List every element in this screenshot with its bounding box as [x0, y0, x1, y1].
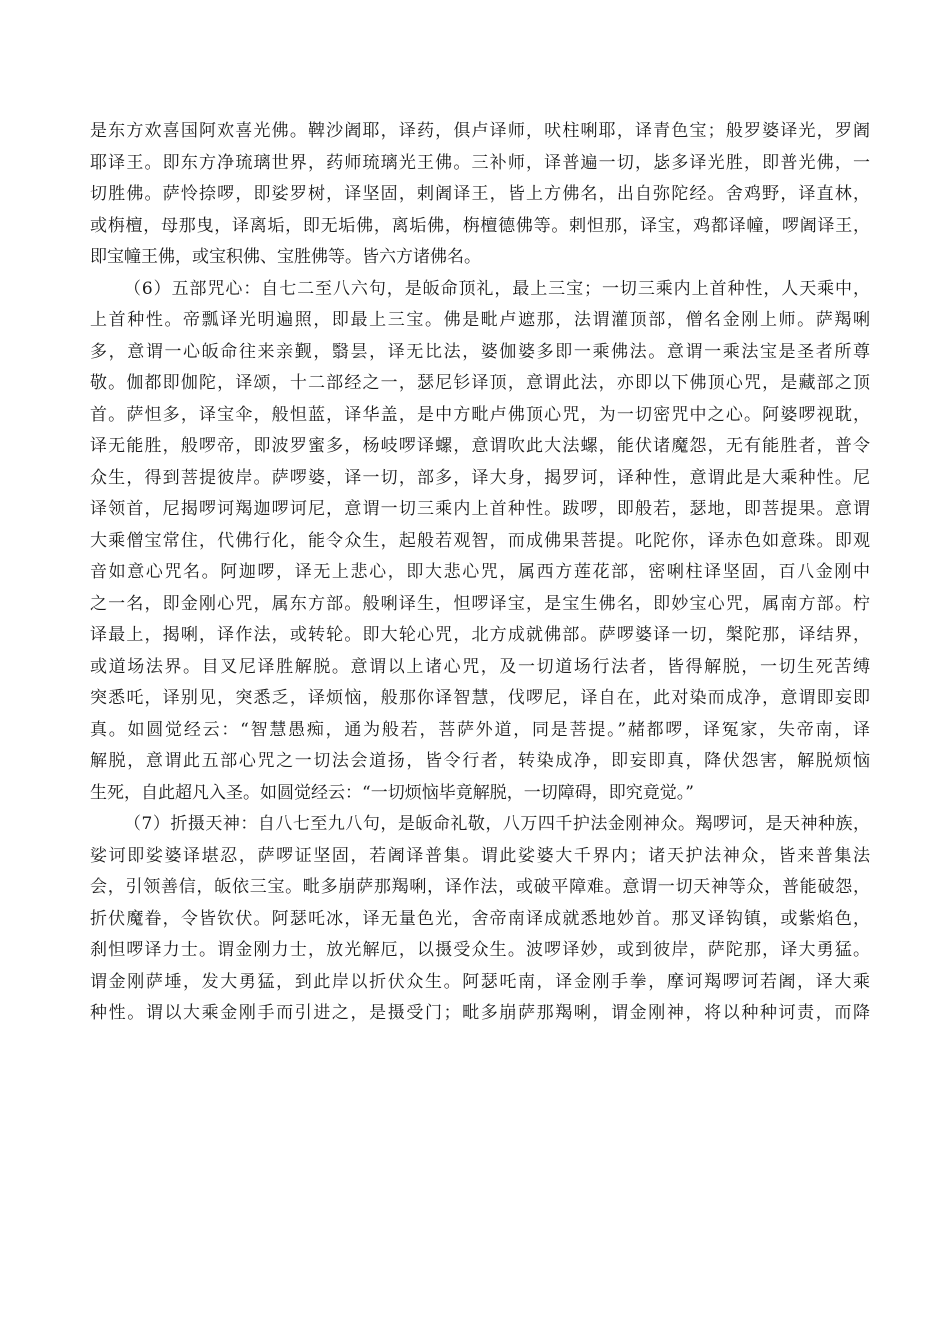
text-line: 切胜佛。萨怜捺啰，即娑罗树，译坚固，剌阇译王，皆上方佛名，出自弥陀经。舍鸡野，译直林，: [90, 184, 870, 204]
text-line: 真。如圆觉经云：“智慧愚痴，通为般若，菩萨外道，同是菩提。”赭都啰，译冤家，失帝南，译: [90, 719, 870, 740]
text-line: 生死，自此超凡入圣。如圆觉经云：“一切烦恼毕竟解脱，一切障碍，即究竟觉。”: [90, 782, 694, 803]
text-line: 上首种性。帝瓢译光明遍照，即最上三宝。佛是毗卢遮那，法谓灌顶部，僧名金刚上师。萨羯唎: [90, 310, 870, 330]
text-line: 突悉吒，译别见，突悉乏，译烦恼，般那你译智慧，伐啰尼，译自在，此对染而成净，意谓即妄即: [90, 688, 870, 708]
text-line: 或栴檀，母那曳，译离垢，即无垢佛，离垢佛，栴檀德佛等。剌怛那，译宝，鸡都译幢，啰阇译王，: [90, 215, 870, 236]
text-line: 折伏魔眷，令皆钦伏。阿瑟吒冰，译无量色光，舍帝南译成就悉地妙首。那叉译钩镇，或紫焰色，: [90, 908, 870, 929]
text-line: 是东方欢喜国阿欢喜光佛。鞞沙阇耶，译药，俱卢译师，吠柱唎耶，译青色宝；般罗婆译光，罗阇: [90, 121, 870, 141]
text-line: 即宝幢王佛，或宝积佛、宝胜佛等。皆六方诸佛名。: [90, 247, 481, 267]
text-line: （6）五部咒心：自七二至八六句，是皈命顶礼，最上三宝；一切三乘内上首种性，人天乘中，: [124, 278, 870, 299]
text-line: 译领首，尼揭啰诃羯迦啰诃尼，意谓一切三乘内上首种性。跋啰，即般若，瑟地，即菩提果。意谓: [90, 499, 870, 519]
text-line: 敬。伽都即伽陀，译颂，十二部经之一，瑟尼钐译顶，意谓此法，亦即以下佛顶心咒，是藏部之顶: [90, 373, 870, 393]
text-line: 谓金刚萨埵，发大勇猛，到此岸以折伏众生。阿瑟吒南，译金刚手拳，摩诃羯啰诃若阇，译大乘: [90, 971, 870, 992]
document-body: [90, 116, 870, 1030]
text-line: 刹怛啰译力士。谓金刚力士，放光解厄，以摄受众生。波啰译妙，或到彼岸，萨陀那，译大勇猛。: [90, 940, 870, 960]
text-line: 耶译王。即东方净琉璃世界，药师琉璃光王佛。三补师，译普遍一切，毖多译光胜，即普光佛，一: [90, 152, 870, 173]
text-line: 译最上，揭唎，译作法，或转轮。即大轮心咒，北方成就佛部。萨啰婆译一切，槃陀那，译结界，: [90, 625, 870, 645]
text-line: 种性。谓以大乘金刚手而引进之，是摄受门；毗多崩萨那羯唎，谓金刚神，将以种种诃责，而降: [90, 1003, 870, 1023]
text-line: 娑诃即娑婆译堪忍，萨啰证坚固，若阇译普集。谓此娑婆大千界内；诸天护法神众，皆来普集法: [90, 845, 870, 866]
text-line: （7）折摄天神：自八七至九八句，是皈命礼敬，八万四千护法金刚神众。羯啰诃，是天神种族，: [124, 814, 870, 834]
text-line: 译无能胜，般啰帝，即波罗蜜多，杨岐啰译螺，意谓吹此大法螺，能伏诸魔怨，无有能胜者，普令: [90, 436, 870, 456]
text-line: 解脱，意谓此五部心咒之一切法会道扬，皆令行者，转染成净，即妄即真，降伏怨害，解脱烦恼: [90, 751, 870, 771]
text-line: 之一名，即金刚心咒，属东方部。般唎译生，怛啰译宝，是宝生佛名，即妙宝心咒，属南方部。柠: [90, 593, 870, 614]
text-line: 会，引领善信，皈依三宝。毗多崩萨那羯唎，译作法，或破平障难。意谓一切天神等众，普能破怨，: [90, 877, 870, 897]
text-line: 首。萨怛多，译宝伞，般怛蓝，译华盖，是中方毗卢佛顶心咒，为一切密咒中之心。阿婆啰视耽，: [90, 404, 870, 425]
text-line: 音如意心咒名。阿迦啰，译无上悲心，即大悲心咒，属西方莲花部，密唎柱译坚固，百八金刚中: [90, 562, 870, 582]
text-line: 大乘僧宝常住，代佛行化，能令众生，起般若观智，而成佛果菩提。叱陀你，译赤色如意珠。即观: [90, 530, 870, 551]
text-line: 众生，得到菩提彼岸。萨啰婆，译一切，部多，译大身，揭罗诃，译种性，意谓此是大乘种性。尼: [90, 467, 870, 488]
text-line: 或道场法界。目叉尼译胜解脱。意谓以上诸心咒，及一切道场行法者，皆得解脱，一切生死苦缚: [90, 656, 870, 677]
text-line: 多，意谓一心皈命往来亲觐，翳昙，译无比法，婆伽婆多即一乘佛法。意谓一乘法宝是圣者所尊: [90, 341, 870, 362]
